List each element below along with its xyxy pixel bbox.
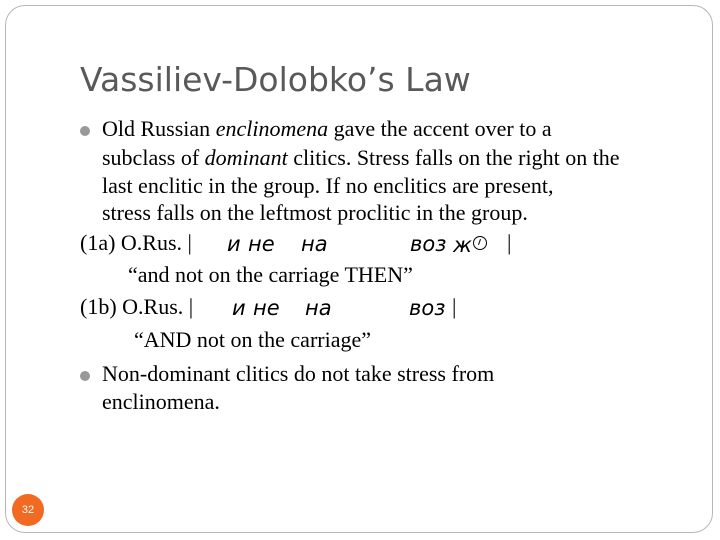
bullet-1-line-3: last enclitic in the group. If no enclitics are present,: [102, 173, 554, 198]
example-1a-close: |: [507, 230, 512, 255]
example-1b-word-1: и: [232, 296, 246, 320]
example-1b-label: (1b) O.Rus. |: [80, 294, 194, 319]
bullet-1-line-1: Old Russian enclinomena gave the accent over to a: [102, 116, 552, 141]
example-1a-word-3: на: [301, 232, 328, 256]
term-enclinomena: enclinomena: [215, 116, 329, 141]
slide-title: Vassiliev-Dolobko’s Law: [80, 60, 471, 99]
bullet-1-line-2: subclass of dominant clitics. Stress falls on the right on the: [102, 145, 620, 170]
example-1a-word-5: ж: [453, 232, 487, 258]
bullet-1-dot: [80, 126, 90, 136]
stress-mark-icon: [473, 236, 487, 250]
example-1a-word-2: не: [248, 232, 275, 256]
bullet-2-line-2: enclinomena.: [102, 389, 220, 414]
example-1b-word-3: на: [305, 296, 332, 320]
example-1b-gloss: “AND not on the carriage”: [134, 327, 372, 352]
bullet-1-line-4: stress falls on the leftmost proclitic in the group.: [102, 200, 528, 225]
bullet-2-line-1: Non-dominant clitics do not take stress from: [102, 361, 495, 386]
term-dominant: dominant: [204, 145, 288, 170]
example-1b-word-4: воз: [409, 296, 446, 320]
slide-number-badge: 32: [12, 494, 44, 526]
bullet-2-dot: [80, 371, 90, 381]
example-1a-gloss: “and not on the carriage THEN”: [128, 262, 413, 287]
example-1b-word-2: не: [253, 296, 280, 320]
example-1a-word-4: воз: [410, 232, 447, 256]
example-1a-label: (1a) O.Rus. |: [80, 230, 192, 255]
example-1b-close: |: [452, 294, 457, 319]
example-1a-word-1: и: [227, 232, 241, 256]
